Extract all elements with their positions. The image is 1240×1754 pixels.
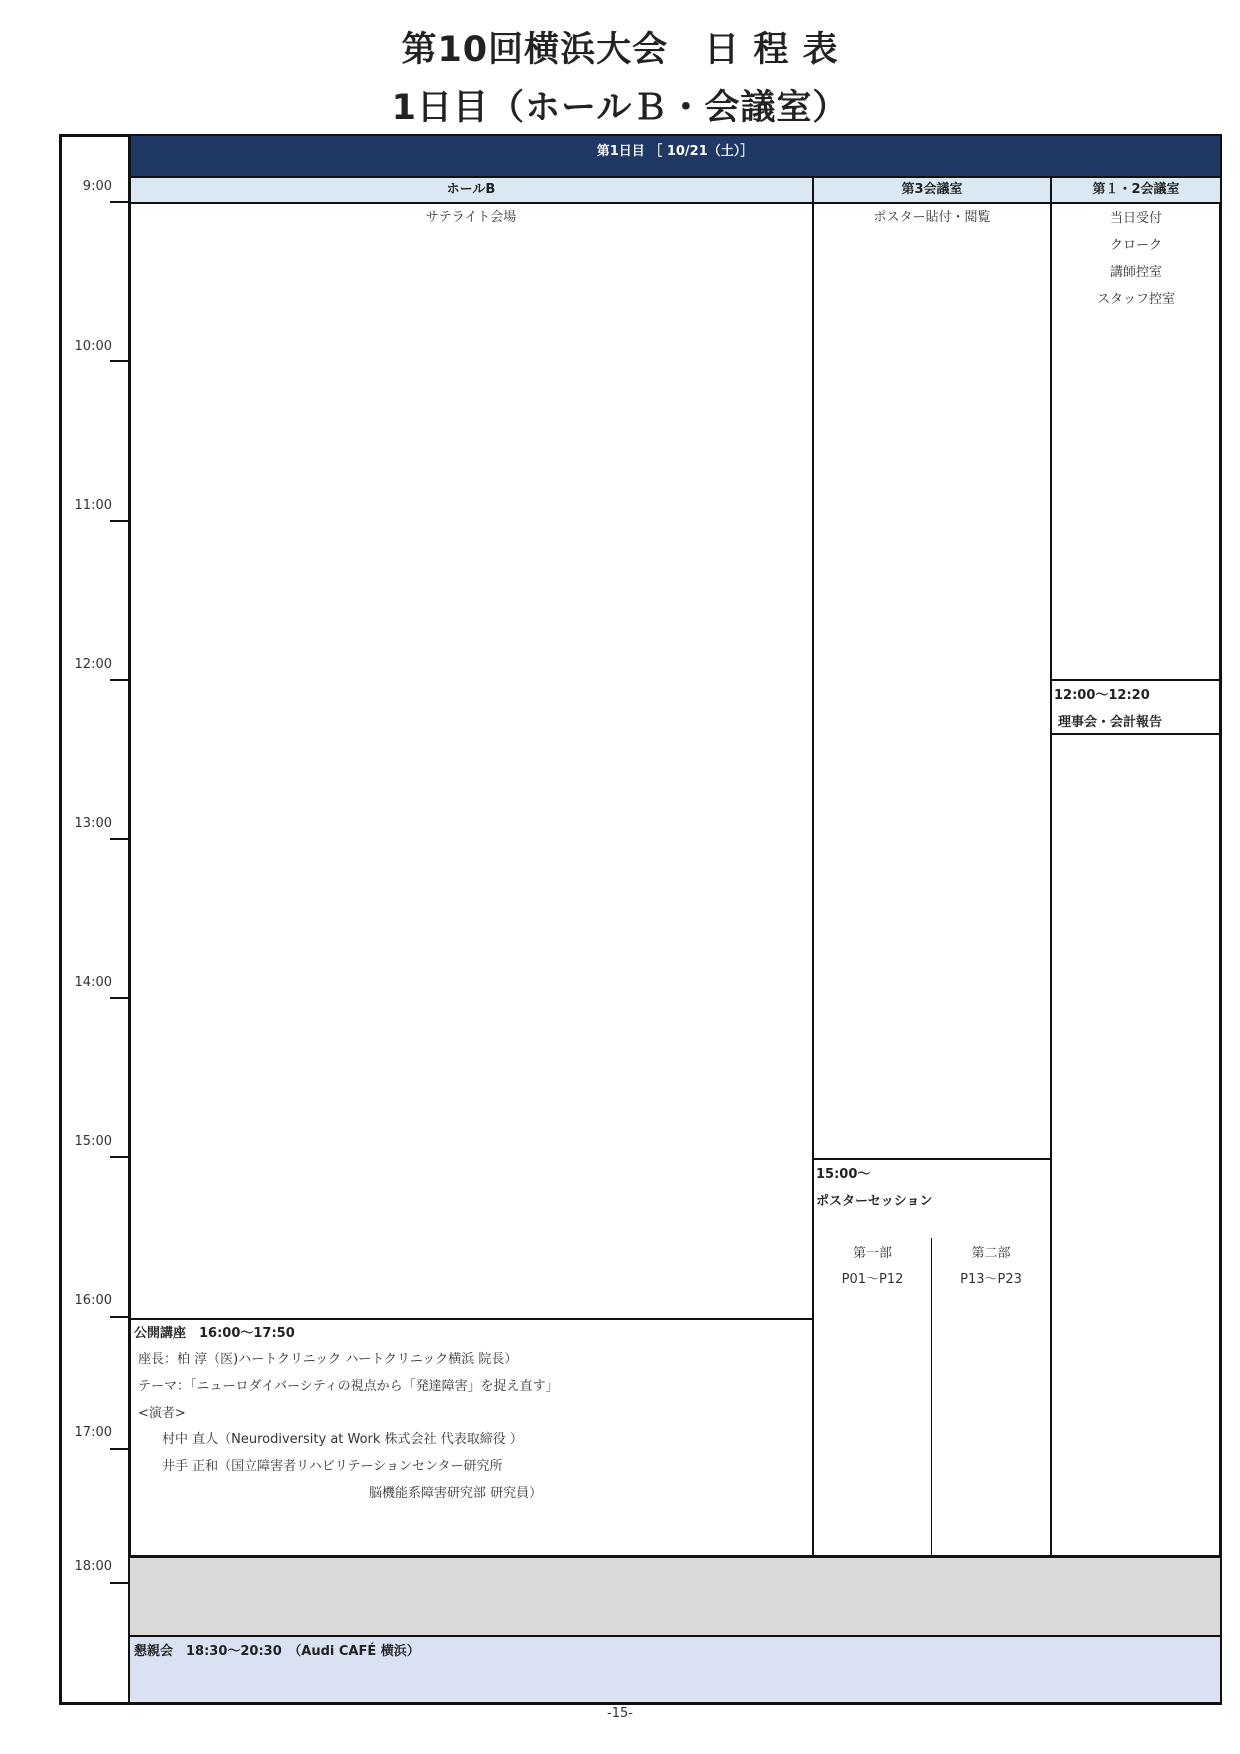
schedule-title: 第10回横浜大会 日 程 表 bbox=[401, 30, 839, 70]
time-tick bbox=[110, 838, 129, 840]
time-column-divider bbox=[128, 134, 131, 1705]
party-label: 懇親会 18:30～20:30 （Audi CAFÉ 横浜） bbox=[134, 1644, 420, 1659]
poster-part2-range: P13～P23 bbox=[960, 1272, 1022, 1287]
time-tick bbox=[110, 1156, 129, 1158]
day-header: 第1日目 ［ 10/21（土）］ bbox=[130, 136, 1220, 176]
lecture-speakers-label: <演者> bbox=[138, 1406, 186, 1421]
room12-item: スタッフ控室 bbox=[1096, 292, 1175, 307]
time-tick bbox=[110, 679, 129, 681]
time-tick bbox=[110, 360, 129, 362]
room3-poster-display: ポスター貼付・閲覧 bbox=[873, 210, 991, 225]
time-label: 10:00 bbox=[74, 339, 112, 354]
meeting-top-border bbox=[1052, 679, 1220, 681]
poster-part-divider bbox=[931, 1238, 932, 1565]
hall-b-divider bbox=[812, 176, 814, 1565]
lecture-top-border bbox=[130, 1318, 812, 1320]
time-label: 12:00 bbox=[74, 657, 112, 672]
lecture-title: 公開講座 16:00～17:50 bbox=[134, 1326, 295, 1341]
meeting-bottom-border bbox=[1052, 733, 1220, 735]
lecture-speaker-2: 井手 正和（国立障害者リハビリテーションセンター研究所 bbox=[162, 1459, 503, 1474]
room-header-border bbox=[130, 202, 1220, 204]
poster-part1-range: P01～P12 bbox=[841, 1272, 904, 1287]
room12-item: 当日受付 bbox=[1109, 211, 1162, 226]
time-label: 15:00 bbox=[74, 1134, 112, 1149]
time-label: 18:00 bbox=[74, 1559, 112, 1574]
time-label: 9:00 bbox=[82, 179, 112, 194]
page-number: -15- bbox=[607, 1706, 633, 1721]
time-tick bbox=[110, 520, 129, 522]
poster-session-top-border bbox=[814, 1158, 1050, 1160]
room3-divider bbox=[1050, 176, 1052, 1565]
room-header-hall-b: ホールB bbox=[130, 178, 812, 202]
lecture-theme: テーマ：「ニューロダイバーシティの視点から「発達障害」を捉え直す」 bbox=[138, 1379, 559, 1394]
time-tick bbox=[110, 997, 129, 999]
day-header-border bbox=[130, 176, 1220, 178]
time-label: 11:00 bbox=[74, 498, 112, 513]
time-tick bbox=[110, 201, 129, 203]
time-label: 13:00 bbox=[74, 816, 112, 831]
schedule-subtitle: 1日目（ホールＢ・会議室） bbox=[391, 88, 849, 128]
lecture-speaker-2-affiliation: 脳機能系障害研究部 研究員） bbox=[369, 1486, 543, 1501]
time-tick bbox=[110, 1316, 129, 1318]
room-header-room3: 第3会議室 bbox=[814, 178, 1050, 202]
poster-part1-label: 第一部 bbox=[852, 1246, 892, 1261]
time-tick bbox=[110, 1448, 129, 1450]
meeting-title: 理事会・会計報告 bbox=[1058, 715, 1163, 730]
lecture-speaker-1: 村中 直人（Neurodiversity at Work 株式会社 代表取締役 ） bbox=[162, 1432, 523, 1447]
room12-item: 講師控室 bbox=[1109, 265, 1162, 280]
meeting-time: 12:00～12:20 bbox=[1054, 688, 1150, 703]
lecture-chair: 座長：柏 淳（医)ハートクリニック ハートクリニック横浜 院長） bbox=[138, 1352, 518, 1367]
poster-session-time: 15:00～ bbox=[816, 1167, 871, 1182]
time-label: 16:00 bbox=[74, 1293, 112, 1308]
hall-b-satellite: サテライト会場 bbox=[425, 210, 517, 225]
poster-part2-label: 第二部 bbox=[971, 1246, 1011, 1261]
room-header-room12: 第１・2会議室 bbox=[1052, 178, 1220, 202]
time-label: 17:00 bbox=[74, 1425, 112, 1440]
break-band bbox=[130, 1558, 1220, 1635]
poster-session-title: ポスターセッション bbox=[816, 1194, 933, 1209]
time-label: 14:00 bbox=[74, 975, 112, 990]
time-tick bbox=[110, 1582, 129, 1584]
room12-item: クローク bbox=[1109, 238, 1162, 253]
